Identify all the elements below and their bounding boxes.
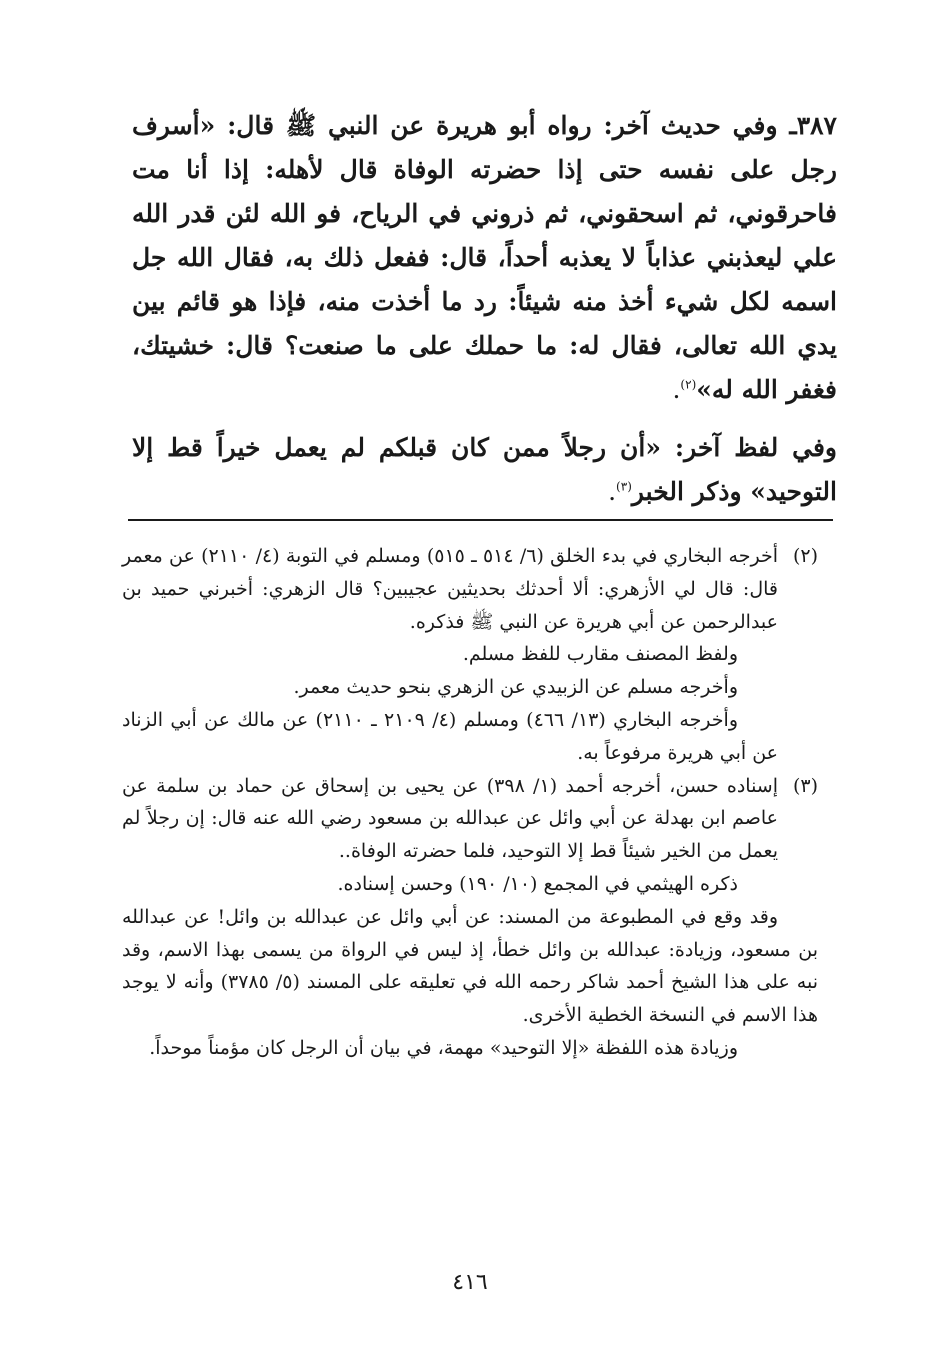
- footnote-3: [122, 770, 818, 868]
- hadith-variant: [132, 426, 837, 514]
- footnotes: [122, 540, 818, 1065]
- footnote-ref-2[interactable]: (٢): [680, 377, 697, 392]
- footnote-2-line: وأخرجه مسلم عن الزبيدي عن الزهري بنحو حديث معمر.: [293, 676, 738, 699]
- footnote-3-number: (٣): [792, 774, 818, 797]
- footnote-2-line: وأخرجه البخاري (١٣/ ٤٦٦) ومسلم (٤/ ٢١٠٩ ـ ٢١١٠) عن مالك عن أبي الزناد عن أبي هريرة مرفوعاً به.: [122, 708, 778, 764]
- footnote-2: [122, 540, 818, 638]
- footnote-ref-3[interactable]: (٣): [616, 479, 632, 494]
- page-number: ٤١٦: [452, 1270, 488, 1295]
- hadith-387-text: ٣٨٧ـ وفي حديث آخر: رواه أبو هريرة عن النبي ﷺ قال: «أسرف رجل على نفسه حتى إذا حضرته الوفاة قال لأهله: إذا أنا مت فاحرقوني، ثم اسحقوني، ثم ذروني في الرياح، فو الله لئن قدر الله علي ليعذبني عذاباً لا يعذبه أحداً، قال: ففعل ذلك به، فقال الله جل اسمه لكل شيء أخذ منه شيئاً: رد ما أخذت منه، فإذا هو قائم بين يدي الله تعالى، فقال له: ما حملك على ما صنعت؟ قال: خشيتك، فغفر الله له»: [132, 111, 837, 404]
- footnote-3-line: وزيادة هذه اللفظة «إلا التوحيد» مهمة، في بيان أن الرجل كان مؤمناً موحداً.: [149, 1036, 738, 1059]
- hadith-variant-text: وفي لفظ آخر: «أن رجلاً ممن كان قبلكم لم يعمل خيراً قط إلا التوحيد» وذكر الخبر: [132, 433, 837, 506]
- hadith-387-end: .: [672, 375, 681, 404]
- hadith-text: [132, 104, 837, 514]
- footnote-2-line: ولفظ المصنف مقارب للفظ مسلم.: [462, 643, 738, 666]
- hadith-387: [132, 104, 837, 412]
- footnote-2-text: أخرجه البخاري في بدء الخلق (٦/ ٥١٤ ـ ٥١٥) ومسلم في التوبة (٤/ ٢١١٠) عن معمر قال: قال لي الأزهري: ألا أحدثك بحديثين عجيبين؟ قال الزهري: أخبرني حميد بن عبدالرحمن عن أبي هريرة عن النبي ﷺ فذكره.: [122, 545, 778, 633]
- footnote-3-text: إسناده حسن، أخرجه أحمد (١/ ٣٩٨) عن يحيى بن إسحاق عن حماد بن سلمة عن عاصم ابن بهدلة عن أبي وائل عن عبدالله بن مسعود رضي الله عنه قال: إن رجلاً لم يعمل من الخير شيئاً قط إلا التوحيد، فلما حضرته الوفاة..: [122, 774, 778, 863]
- footnote-divider: [128, 519, 833, 521]
- footnote-3-line: ذكره الهيثمي في المجمع (١٠/ ١٩٠) وحسن إسناده.: [337, 872, 738, 895]
- footnote-2-number: (٢): [792, 545, 818, 567]
- hadith-variant-end: .: [608, 477, 617, 506]
- footnote-3-line: وقد وقع في المطبوعة من المسند: عن أبي وائل عن عبدالله بن وائل! عن عبدالله بن مسعود، وزيادة: عبدالله بن وائل خطأ، إذ ليس في الرواة من يسمى بهذا الاسم، وقد نبه على هذا الشيخ أحمد شاكر رحمه الله في تعليقه على المسند (٥/ ٣٧٨٥) وأنه لا يوجد هذا الاسم في النسخة الخطية الأخرى.: [122, 905, 818, 1027]
